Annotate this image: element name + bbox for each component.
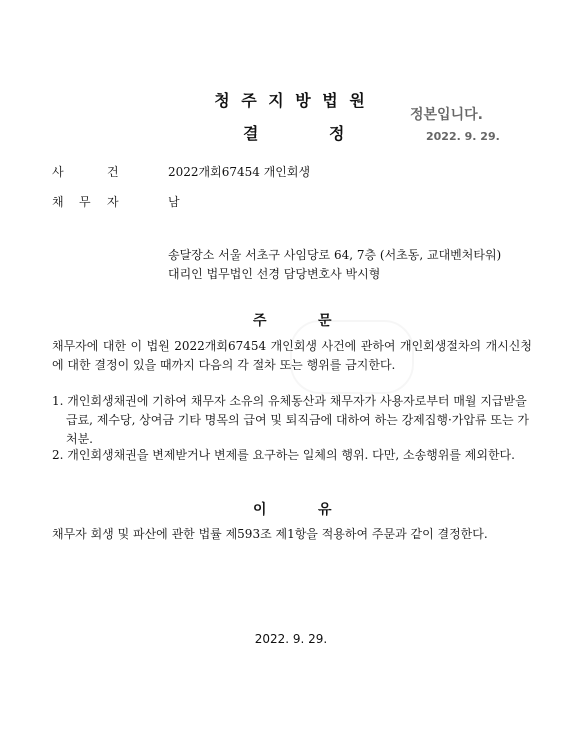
- decision-title-left: 결: [243, 124, 259, 143]
- order-item-1: 1. 개인회생채권에 기하여 채무자 소유의 유체동산과 채무자가 사용자로부터 매월 지급받을 급료, 제수당, 상여금 기타 명목의 급여 및 퇴직금에 대하여 하는 강제집행·가압류 또는 가처분.: [52, 394, 529, 446]
- debtor-name: 남: [168, 195, 180, 209]
- decision-title-right: 정: [329, 124, 345, 143]
- decision-date: 2022. 9. 29.: [254, 632, 328, 646]
- reason-text: 채무자 회생 및 파산에 관한 법률 제593조 제1항을 적용하여 주문과 같이 결정한다.: [52, 527, 488, 541]
- case-label-char-1: 사: [52, 165, 64, 179]
- debtor-label-char-3: 자: [107, 195, 119, 209]
- debtor-label-char-1: 채: [52, 195, 64, 209]
- debtor-label-char-2: 무: [79, 195, 91, 209]
- attorney-info: 대리인 법무법인 선경 담당변호사 박시형: [168, 267, 381, 281]
- order-item-2: 2. 개인회생채권을 변제받거나 변제를 요구하는 일체의 행위. 다만, 소송행위를 제외한다.: [52, 448, 515, 462]
- case-label-char-2: 건: [107, 165, 119, 179]
- order-heading-left: 주: [253, 313, 267, 329]
- reason-heading-left: 이: [253, 502, 267, 518]
- certified-copy-stamp: 정본입니다.: [410, 107, 483, 123]
- certified-copy-date: 2022. 9. 29.: [426, 130, 500, 143]
- service-address: 송달장소 서울 서초구 사임당로 64, 7층 (서초동, 교대벤처타워): [168, 248, 502, 262]
- order-heading-right: 문: [318, 313, 332, 329]
- court-name: 청 주 지 방 법 원: [214, 91, 368, 110]
- reason-heading-right: 유: [318, 502, 332, 518]
- order-text: 채무자에 대한 이 법원 2022개회67454 개인회생 사건에 관하여 개인회생절차의 개시신청에 대한 결정이 있을 때까지 다음의 각 절차 또는 행위를 금지한다.: [52, 339, 532, 372]
- case-number: 2022개회67454 개인회생: [168, 165, 311, 179]
